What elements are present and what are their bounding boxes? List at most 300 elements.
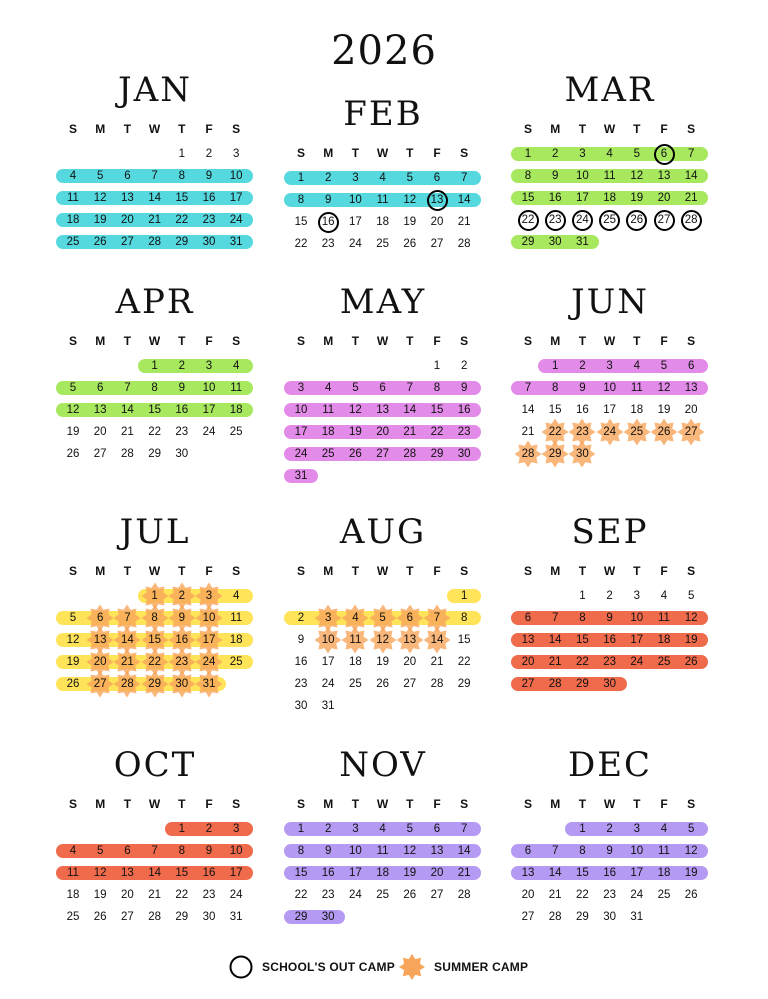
day-cell: 19 — [403, 867, 417, 879]
weekday-label: S — [523, 797, 532, 811]
day-cell: 19 — [66, 426, 80, 438]
weekday-label: T — [123, 797, 132, 811]
day-cell: 30 — [294, 700, 308, 712]
weekday-label: W — [603, 122, 616, 136]
weekday-label: M — [550, 797, 561, 811]
day-cell: 21 — [120, 426, 134, 438]
day-cell: 1 — [297, 823, 305, 835]
day-cell: 4 — [69, 845, 77, 857]
day-cell: 9 — [178, 612, 185, 624]
weekday-label: T — [178, 797, 186, 811]
day-cell: 12 — [403, 845, 417, 857]
day-cell: 27 — [657, 214, 671, 226]
day-cell: 21 — [430, 656, 444, 668]
day-cell: 19 — [93, 889, 107, 901]
day-cell: 10 — [202, 612, 216, 624]
day-cell: 5 — [660, 360, 668, 372]
day-cell: 5 — [96, 845, 104, 857]
day-cell: 8 — [460, 612, 468, 624]
day-cell: 8 — [551, 382, 559, 394]
day-cell: 14 — [120, 404, 134, 416]
day-cell: 18 — [376, 867, 389, 879]
day-cell: 7 — [524, 382, 532, 394]
day-cell: 13 — [657, 170, 671, 182]
day-cell: 5 — [352, 382, 359, 394]
day-cell: 10 — [321, 634, 335, 646]
day-cell: 25 — [376, 238, 389, 250]
day-cell: 7 — [124, 382, 131, 394]
day-cell: 15 — [294, 867, 308, 879]
day-cell: 20 — [430, 867, 444, 879]
day-cell: 2 — [178, 360, 185, 372]
day-cell: 25 — [630, 426, 644, 438]
day-cell: 17 — [348, 216, 362, 228]
day-cell: 25 — [376, 889, 389, 901]
day-cell: 10 — [202, 382, 216, 394]
day-cell: 11 — [349, 634, 362, 646]
day-cell: 13 — [684, 382, 698, 394]
day-cell: 13 — [403, 634, 417, 646]
day-cell: 3 — [633, 823, 640, 835]
day-cell: 6 — [433, 172, 441, 184]
day-cell: 1 — [579, 590, 586, 602]
day-cell: 17 — [294, 426, 308, 438]
day-cell: 21 — [548, 889, 562, 901]
weekday-label: F — [205, 564, 213, 578]
day-cell: 29 — [521, 236, 535, 248]
day-cell: 22 — [175, 214, 189, 226]
day-cell: 16 — [457, 404, 471, 416]
day-cell: 30 — [321, 911, 335, 923]
day-cell: 21 — [120, 656, 134, 668]
day-cell: 12 — [93, 867, 107, 879]
day-cell: 26 — [348, 448, 362, 460]
day-cell: 20 — [403, 656, 417, 668]
day-cell: 29 — [175, 236, 189, 248]
day-cell: 16 — [575, 404, 589, 416]
day-cell: 23 — [202, 889, 216, 901]
day-cell: 14 — [457, 845, 471, 857]
day-cell: 14 — [120, 634, 134, 646]
day-cell: 20 — [430, 216, 444, 228]
day-cell: 4 — [606, 148, 613, 160]
month-may — [273, 282, 503, 512]
day-cell: 24 — [321, 678, 335, 690]
day-cell: 11 — [67, 192, 79, 204]
month-jan — [45, 70, 275, 300]
day-cell: 8 — [579, 845, 586, 857]
day-cell: 6 — [433, 823, 441, 835]
day-cell: 7 — [124, 612, 131, 624]
day-cell: 13 — [430, 194, 444, 206]
day-cell: 1 — [460, 590, 468, 602]
year-title: 2026 — [331, 28, 437, 74]
day-cell: 16 — [321, 867, 335, 879]
day-cell: 29 — [575, 911, 589, 923]
month-nov — [273, 745, 503, 975]
day-cell: 30 — [202, 236, 216, 248]
day-cell: 19 — [657, 404, 671, 416]
day-cell: 1 — [579, 823, 586, 835]
weekday-label: W — [376, 564, 389, 578]
weekday-label: T — [351, 564, 360, 578]
day-cell: 17 — [603, 404, 616, 416]
day-cell: 5 — [69, 612, 77, 624]
day-cell: 23 — [603, 889, 616, 901]
day-cell: 24 — [294, 448, 308, 460]
day-cell: 14 — [430, 634, 444, 646]
day-cell: 18 — [229, 634, 243, 646]
day-cell: 30 — [603, 911, 616, 923]
day-cell: 5 — [687, 823, 695, 835]
day-cell: 6 — [687, 360, 695, 372]
day-cell: 22 — [575, 889, 589, 901]
weekday-label: T — [578, 334, 587, 348]
day-cell: 8 — [178, 170, 185, 182]
weekday-label: T — [351, 146, 360, 160]
weekday-label: T — [178, 564, 186, 578]
weekday-label: T — [351, 334, 360, 348]
weekday-label: S — [460, 334, 469, 348]
day-cell: 25 — [229, 656, 243, 668]
day-cell: 3 — [232, 823, 240, 835]
day-cell: 17 — [630, 634, 644, 646]
day-cell: 5 — [406, 172, 413, 184]
weekday-label: F — [433, 146, 441, 160]
day-cell: 2 — [178, 590, 185, 602]
day-cell: 18 — [229, 404, 243, 416]
day-cell: 26 — [66, 448, 80, 460]
day-cell: 29 — [148, 448, 161, 460]
weekday-label: S — [460, 564, 469, 578]
weekday-label: T — [633, 334, 641, 348]
day-cell: 28 — [120, 678, 134, 690]
day-cell: 31 — [202, 678, 216, 690]
day-cell: 7 — [151, 170, 158, 182]
month-name: OCT — [113, 745, 197, 785]
day-cell: 7 — [433, 612, 441, 624]
day-cell: 13 — [430, 845, 444, 857]
day-cell: 3 — [297, 382, 305, 394]
weekday-label: F — [660, 334, 668, 348]
day-cell: 30 — [575, 448, 589, 460]
day-cell: 3 — [352, 823, 359, 835]
day-cell: 2 — [205, 823, 213, 835]
day-cell: 9 — [297, 634, 305, 646]
day-cell: 31 — [294, 470, 308, 482]
day-cell: 21 — [521, 426, 535, 438]
day-cell: 24 — [603, 426, 616, 438]
day-cell: 10 — [348, 194, 362, 206]
month-mar — [500, 70, 730, 300]
weekday-label: M — [550, 122, 561, 136]
day-cell: 26 — [403, 889, 417, 901]
weekday-label: T — [633, 564, 641, 578]
day-cell: 3 — [606, 360, 613, 372]
day-cell: 29 — [548, 448, 562, 460]
day-cell: 18 — [657, 867, 671, 879]
day-cell: 31 — [575, 236, 589, 248]
weekday-label: T — [123, 564, 132, 578]
weekday-label: S — [296, 564, 305, 578]
day-cell: 25 — [229, 426, 243, 438]
day-cell: 13 — [521, 867, 535, 879]
weekday-label: S — [460, 146, 469, 160]
day-cell: 6 — [124, 845, 131, 857]
day-cell: 26 — [93, 236, 107, 248]
day-cell: 19 — [684, 867, 698, 879]
day-cell: 13 — [120, 867, 134, 879]
day-cell: 5 — [379, 612, 386, 624]
day-cell: 23 — [321, 238, 335, 250]
legend-summer — [398, 952, 528, 982]
weekday-label: T — [633, 122, 641, 136]
day-cell: 2 — [606, 823, 613, 835]
day-cell: 23 — [575, 426, 589, 438]
weekday-label: T — [406, 146, 414, 160]
day-cell: 27 — [120, 911, 134, 923]
day-cell: 6 — [96, 612, 104, 624]
weekday-label: S — [687, 334, 696, 348]
weekday-label: F — [660, 564, 668, 578]
weekday-label: M — [323, 564, 334, 578]
day-cell: 1 — [151, 360, 158, 372]
day-cell: 1 — [297, 172, 305, 184]
day-cell: 31 — [229, 911, 243, 923]
day-cell: 13 — [93, 634, 107, 646]
day-cell: 12 — [684, 845, 698, 857]
day-cell: 15 — [175, 192, 189, 204]
day-cell: 6 — [660, 148, 668, 160]
day-cell: 1 — [433, 360, 441, 372]
day-cell: 27 — [403, 678, 417, 690]
day-cell: 22 — [148, 656, 161, 668]
weekday-label: S — [687, 564, 696, 578]
day-cell: 22 — [294, 889, 308, 901]
day-cell: 21 — [684, 192, 698, 204]
day-cell: 22 — [521, 214, 535, 226]
day-cell: 18 — [66, 889, 80, 901]
weekday-label: W — [603, 797, 616, 811]
day-cell: 24 — [630, 889, 644, 901]
day-cell: 11 — [376, 194, 389, 206]
day-cell: 14 — [521, 404, 535, 416]
day-cell: 28 — [148, 236, 161, 248]
day-cell: 20 — [93, 426, 107, 438]
month-name: APR — [115, 282, 195, 322]
day-cell: 23 — [202, 214, 216, 226]
day-cell: 21 — [548, 656, 562, 668]
day-cell: 4 — [232, 590, 240, 602]
day-cell: 6 — [406, 612, 413, 624]
day-cell: 4 — [324, 382, 332, 394]
day-cell: 26 — [93, 911, 107, 923]
day-cell: 5 — [96, 170, 104, 182]
day-cell: 2 — [551, 148, 559, 160]
day-cell: 20 — [376, 426, 389, 438]
weekday-label: M — [95, 797, 106, 811]
day-cell: 15 — [430, 404, 444, 416]
day-cell: 28 — [148, 911, 161, 923]
day-cell: 30 — [202, 911, 216, 923]
day-cell: 10 — [229, 170, 243, 182]
day-cell: 6 — [379, 382, 386, 394]
day-cell: 15 — [175, 867, 189, 879]
weekday-label: S — [232, 797, 241, 811]
day-cell: 19 — [376, 656, 389, 668]
weekday-label: W — [376, 146, 389, 160]
day-cell: 12 — [66, 634, 80, 646]
day-cell: 26 — [684, 889, 698, 901]
day-cell: 20 — [521, 656, 535, 668]
day-cell: 17 — [630, 867, 644, 879]
weekday-label: S — [460, 797, 469, 811]
weekday-label: S — [232, 564, 241, 578]
weekday-label: M — [323, 146, 334, 160]
month-name: MAY — [339, 282, 427, 322]
weekday-label: W — [148, 797, 161, 811]
weekday-label: F — [205, 797, 213, 811]
day-cell: 3 — [205, 360, 213, 372]
day-cell: 28 — [548, 911, 562, 923]
weekday-label: M — [550, 334, 561, 348]
day-cell: 27 — [93, 448, 107, 460]
day-cell: 11 — [67, 867, 79, 879]
day-cell: 6 — [124, 170, 131, 182]
day-cell: 21 — [148, 889, 161, 901]
day-cell: 16 — [321, 216, 335, 228]
day-cell: 4 — [69, 170, 77, 182]
day-cell: 3 — [579, 148, 586, 160]
day-cell: 30 — [548, 236, 562, 248]
day-cell: 9 — [579, 382, 586, 394]
day-cell: 28 — [403, 448, 417, 460]
day-cell: 12 — [66, 404, 80, 416]
day-cell: 27 — [521, 911, 535, 923]
day-cell: 9 — [324, 194, 332, 206]
weekday-label: S — [687, 122, 696, 136]
day-cell: 20 — [120, 214, 134, 226]
day-cell: 10 — [575, 170, 589, 182]
day-cell: 8 — [297, 845, 305, 857]
day-cell: 7 — [460, 823, 468, 835]
day-cell: 21 — [457, 216, 471, 228]
day-cell: 7 — [460, 172, 468, 184]
day-cell: 13 — [521, 634, 535, 646]
day-cell: 17 — [202, 634, 216, 646]
day-cell: 29 — [430, 448, 444, 460]
day-cell: 25 — [603, 214, 616, 226]
month-oct — [45, 745, 275, 975]
day-cell: 16 — [294, 656, 308, 668]
weekday-label: F — [660, 797, 668, 811]
day-cell: 11 — [230, 612, 243, 624]
day-cell: 2 — [324, 823, 332, 835]
day-cell: 24 — [229, 214, 243, 226]
day-cell: 19 — [684, 634, 698, 646]
day-cell: 7 — [551, 845, 559, 857]
weekday-label: S — [687, 797, 696, 811]
day-cell: 18 — [66, 214, 80, 226]
day-cell: 11 — [376, 845, 389, 857]
month-feb — [273, 70, 503, 300]
day-cell: 22 — [294, 238, 308, 250]
day-cell: 29 — [294, 911, 308, 923]
weekday-label: F — [433, 564, 441, 578]
day-cell: 4 — [379, 172, 386, 184]
weekday-label: T — [178, 334, 186, 348]
day-cell: 4 — [660, 590, 668, 602]
weekday-label: T — [406, 564, 414, 578]
weekday-label: M — [323, 334, 334, 348]
day-cell: 17 — [229, 867, 243, 879]
weekday-label: S — [523, 334, 532, 348]
day-cell: 28 — [684, 214, 698, 226]
day-cell: 1 — [178, 823, 185, 835]
weekday-label: T — [578, 797, 587, 811]
day-cell: 7 — [551, 612, 559, 624]
legend — [0, 952, 768, 982]
day-cell: 7 — [687, 148, 695, 160]
weekday-label: M — [95, 334, 106, 348]
day-cell: 14 — [148, 867, 161, 879]
weekday-label: W — [148, 564, 161, 578]
weekday-label: S — [296, 334, 305, 348]
day-cell: 16 — [603, 634, 616, 646]
day-cell: 12 — [684, 612, 698, 624]
month-dec — [500, 745, 730, 975]
day-cell: 24 — [202, 656, 216, 668]
day-cell: 9 — [606, 845, 613, 857]
day-cell: 9 — [551, 170, 559, 182]
weekday-label: S — [68, 334, 77, 348]
day-cell: 2 — [460, 360, 468, 372]
day-cell: 1 — [551, 360, 559, 372]
day-cell: 25 — [66, 911, 80, 923]
month-name: DEC — [567, 745, 653, 785]
day-cell: 31 — [321, 700, 335, 712]
weekday-label: S — [232, 122, 241, 136]
day-cell: 8 — [524, 170, 532, 182]
day-cell: 14 — [457, 194, 471, 206]
day-cell: 14 — [548, 634, 562, 646]
day-cell: 27 — [376, 448, 389, 460]
day-cell: 3 — [205, 590, 213, 602]
day-cell: 21 — [403, 426, 417, 438]
day-cell: 13 — [120, 192, 134, 204]
day-cell: 27 — [684, 426, 698, 438]
day-cell: 28 — [120, 448, 134, 460]
day-cell: 26 — [403, 238, 417, 250]
day-cell: 3 — [232, 148, 240, 160]
day-cell: 23 — [457, 426, 471, 438]
day-cell: 19 — [93, 214, 107, 226]
day-cell: 1 — [524, 148, 532, 160]
day-cell: 17 — [575, 192, 589, 204]
day-cell: 18 — [376, 216, 389, 228]
starburst-icon — [398, 953, 426, 981]
day-cell: 23 — [548, 214, 562, 226]
day-cell: 25 — [321, 448, 335, 460]
day-cell: 18 — [603, 192, 616, 204]
day-cell: 9 — [460, 382, 468, 394]
day-cell: 8 — [297, 194, 305, 206]
weekday-label: T — [351, 797, 360, 811]
day-cell: 17 — [321, 656, 335, 668]
day-cell: 22 — [457, 656, 471, 668]
weekday-label: S — [523, 122, 532, 136]
month-name: MAR — [564, 70, 656, 110]
